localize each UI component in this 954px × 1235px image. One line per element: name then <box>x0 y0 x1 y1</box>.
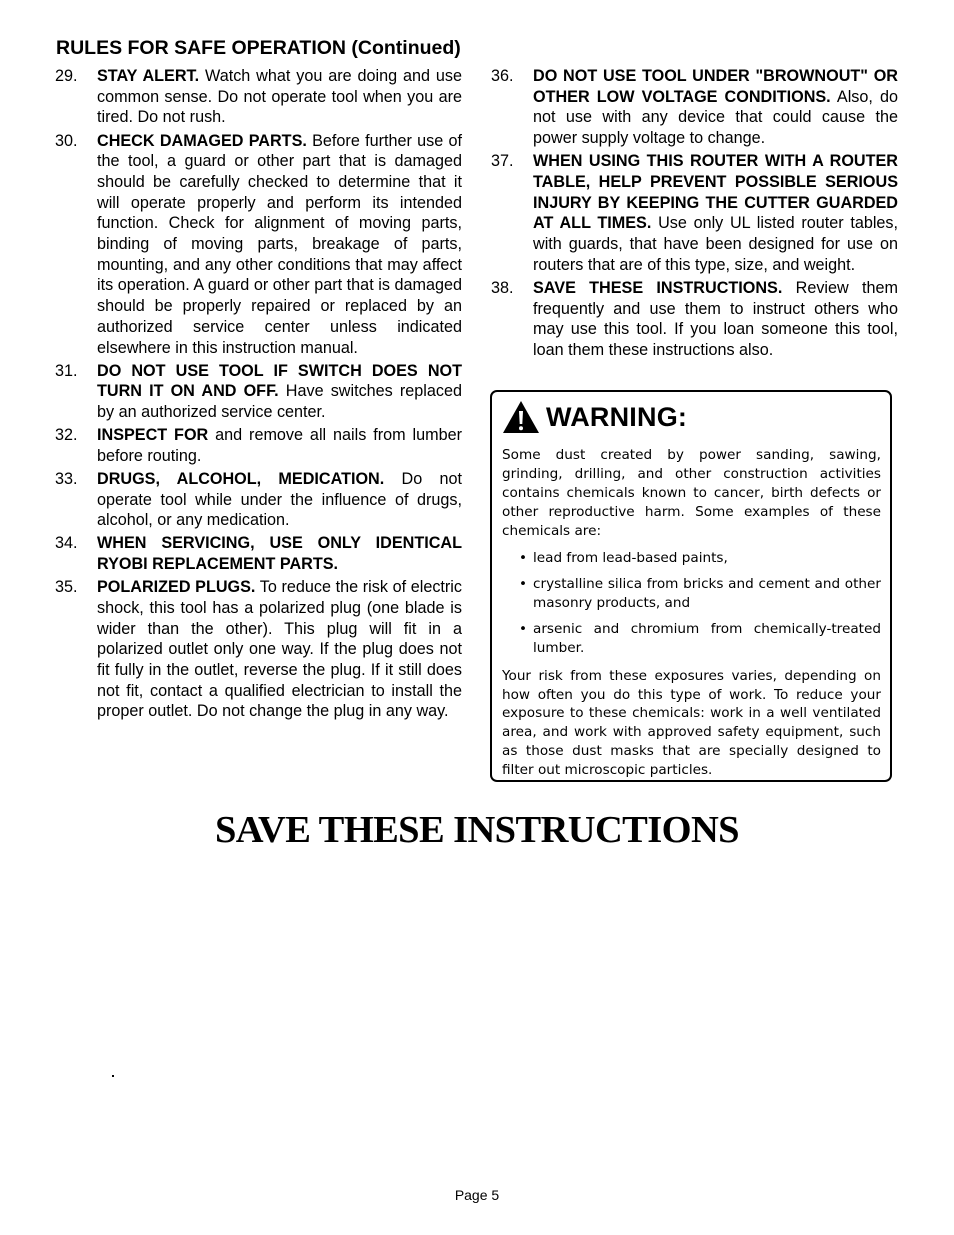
rule-bold: DO NOT USE TOOL IF SWITCH DOES NOT TURN IT ON AND OFF. <box>97 361 462 401</box>
rule-text: Before further use of the tool, a guard or other part that is damaged should be carefully checked to determine that it will operate properly and perform its intended function. Check for alignment of moving parts, binding of moving parts, breakage of parts, mounting, and any other conditions that may affect its operation. A guard or other part that is damaged should be properly repaired or replaced by an authorized service center unless indicated elsewhere in this instruction manual. <box>97 131 462 357</box>
rule-bold: CHECK DAMAGED PARTS. <box>97 131 307 150</box>
left-column <box>55 66 462 725</box>
rule-body <box>97 425 462 466</box>
section-heading: RULES FOR SAFE OPERATION (Continued) <box>56 37 461 59</box>
rule-item-32 <box>55 425 462 466</box>
warning-intro: Some dust created by power sanding, sawing, grinding, drilling, and other construction activities contains chemicals known to cancer, birth defects or other reproductive harm. Some examples of these chemicals are: <box>502 447 881 539</box>
stray-dot <box>112 1075 114 1077</box>
page-number: Page 5 <box>454 1187 500 1203</box>
rule-item-38 <box>491 278 898 361</box>
warning-triangle-icon <box>502 400 540 434</box>
bullet-icon: • <box>519 550 528 566</box>
rule-body <box>97 66 462 128</box>
rule-item-34 <box>55 533 462 574</box>
rule-body <box>97 533 462 574</box>
rule-body <box>97 131 462 359</box>
rule-bold: WHEN USING THIS ROUTER WITH A ROUTER TABLE, HELP PREVENT POSSIBLE SERIOUS INJURY BY KEEPING THE CUTTER GUARDED AT ALL TIMES. <box>533 152 898 233</box>
rule-number: 30. <box>55 131 78 150</box>
warning-header <box>502 394 881 440</box>
rule-bold: DRUGS, ALCOHOL, MEDICATION. <box>97 469 385 488</box>
rule-number: 36. <box>491 67 514 85</box>
rule-number: 31. <box>55 361 78 380</box>
list-item-text: crystalline silica from bricks and cement and other masonry products, and <box>533 576 881 611</box>
warning-title: WARNING: <box>546 401 688 432</box>
rule-bold: SAVE THESE INSTRUCTIONS. <box>533 278 783 297</box>
rule-item-31 <box>55 361 462 423</box>
list-item <box>502 575 881 613</box>
bullet-icon: • <box>519 576 528 592</box>
rule-item-33 <box>55 469 462 531</box>
list-item-text: lead from lead-based paints, <box>533 550 728 566</box>
save-instructions-banner: SAVE THESE INSTRUCTIONS <box>215 809 739 851</box>
rule-text: Do not operate tool while under the influence of drugs, alcohol, or any medication. <box>97 469 462 530</box>
rule-number: 33. <box>55 469 78 488</box>
rule-number: 37. <box>491 152 514 171</box>
warning-closing: Your risk from these exposures varies, depending on how often you do this type of work. To reduce your exposure to these chemicals: work in a well ventilated area, and work with approved safety equipment, such as those dust masks that are specially designed to filter out microscopic particles. <box>502 668 881 778</box>
rule-text: Review them frequently and use them to instruct others who may use this tool. If you loan someone this tool, loan them these instructions also. <box>533 278 898 359</box>
rule-bold: INSPECT FOR <box>97 426 209 445</box>
rule-body <box>97 469 462 531</box>
rule-number: 32. <box>55 426 78 445</box>
rule-item-37 <box>491 151 898 275</box>
rule-bold: STAY ALERT. <box>97 67 200 85</box>
list-item <box>502 549 881 568</box>
rule-body <box>533 151 898 275</box>
rule-item-35 <box>55 577 462 722</box>
bullet-icon: • <box>519 621 528 637</box>
rule-bold: WHEN SERVICING, USE ONLY IDENTICAL RYOBI REPLACEMENT PARTS. <box>97 534 462 574</box>
rule-text: To reduce the risk of electric shock, this tool has a polarized plug (one blade is wider than the other). This plug will fit in a polarized outlet only one way. If the plug does not fit fully in the outlet, reverse the plug. If it still does not fit, contact a qualified electrician to install the proper outlet. Do not change the plug in any way. <box>97 578 463 721</box>
rule-item-30 <box>55 131 462 359</box>
rule-item-29 <box>55 66 462 128</box>
rule-number: 34. <box>55 534 78 553</box>
rule-number: 35. <box>55 578 78 597</box>
rule-body <box>533 66 898 149</box>
right-column <box>491 66 898 363</box>
rule-text: and remove all nails from lumber before routing. <box>97 426 462 465</box>
rule-number: 29. <box>55 67 78 85</box>
warning-box <box>490 390 892 782</box>
rule-bold: POLARIZED PLUGS. <box>97 578 256 597</box>
rule-number: 38. <box>491 278 514 297</box>
rule-text: Use only UL listed router tables, with guards, that have been designed for use on routers that are of this type, size, and weight. <box>533 214 899 274</box>
rule-body <box>97 577 462 722</box>
rule-bold: DO NOT USE TOOL UNDER "BROWNOUT" OR OTHER LOW VOLTAGE CONDITIONS. <box>533 67 898 106</box>
rule-text: Also, do not use with any device that could cause the power supply voltage to change. <box>533 87 898 148</box>
list-item <box>502 620 881 658</box>
warning-list <box>502 549 881 658</box>
rule-body <box>533 278 898 361</box>
list-item-text: arsenic and chromium from chemically-treated lumber. <box>533 621 881 656</box>
rule-text: Have switches replaced by an authorized service center. <box>97 382 462 422</box>
rule-item-36 <box>491 66 898 149</box>
rule-body <box>97 361 462 423</box>
rule-text: Watch what you are doing and use common sense. Do not operate tool when you are tired. Do not rush. <box>97 67 462 127</box>
